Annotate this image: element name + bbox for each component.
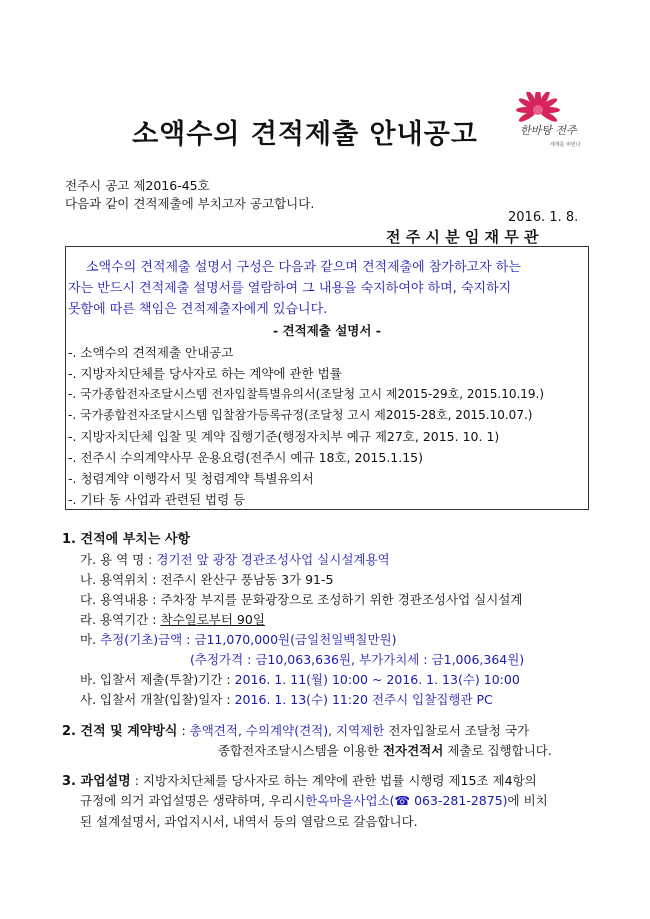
section3-line1-text: : 지방자치단체를 당사자로 하는 계약에 관한 법률 시행령 제15조 제4항의	[134, 773, 537, 788]
item-a-label: 가. 용 역 명 :	[80, 552, 153, 567]
notice-number: 전주시 공고 제2016-45호	[65, 178, 210, 193]
section3-line2-pre: 규정에 의거 과업설명은 생략하며, 우리시	[80, 793, 306, 808]
section3-line3: 된 설계설명서, 과업지시서, 내역서 등의 열람으로 갈음합니다.	[80, 814, 418, 829]
item-e	[80, 630, 396, 648]
box-item: -. 국가종합전자조달시스템 전자입찰특별유의서(조달청 고시 제2015-29호, 2015.10.19.)	[68, 387, 545, 401]
page-title: 소액수의 견적제출 안내공고	[132, 119, 478, 150]
item-e-label: 마.	[80, 632, 97, 647]
intro-text: 다음과 같이 견적제출에 부치고자 공고합니다.	[65, 196, 315, 211]
section2-method: 총액견적, 수의계약(견적), 지역제한	[189, 723, 385, 738]
item-g-label: 사. 입찰서 개찰(입찰)일자 :	[80, 692, 231, 707]
section2-line2-post: 제출로 집행합니다.	[447, 743, 552, 758]
box-item: -. 지방자치단체 입찰 및 계약 집행기준(행정자치부 예규 제27호, 2015. 10. 1)	[68, 429, 500, 444]
section2-rest1: 전자입찰로서 조달청 국가	[388, 723, 530, 738]
logo-script: 한바탕 전주	[520, 124, 577, 137]
item-e-value: 추정(기초)금액 : 금11,070,000원(금일천일백칠만원)	[100, 632, 397, 647]
item-f-label: 바. 입찰서 제출(투찰)기간 :	[80, 672, 231, 687]
flower-icon	[516, 92, 560, 124]
item-d	[80, 610, 265, 628]
item-d-label: 라. 용역기간 :	[80, 612, 157, 627]
section1-title: 1. 견적에 부치는 사항	[62, 532, 191, 547]
issuer: 전 주 시 분 임 재 무 관	[386, 228, 539, 246]
item-a	[80, 550, 390, 568]
item-b: 나. 용역위치 : 전주시 완산구 풍남동 3가 91-5	[80, 572, 334, 587]
section3-line2	[80, 791, 548, 809]
logo-subtext: 세계를 비빈다	[550, 142, 581, 148]
section2-title: 2. 견적 및 계약방식	[62, 724, 178, 739]
box-intro-line: 소액수의 견적제출 설명서 구성은 다음과 같으며 견적제출에 참가하고자 하는	[86, 260, 521, 275]
item-g-value: 2016. 1. 13(수) 11:20 전주시 입찰집행관 PC	[234, 692, 493, 707]
item-d-value: 착수일로부터 90일	[160, 612, 265, 627]
box-item: -. 소액수의 견적제출 안내공고	[68, 345, 234, 360]
box-intro-line: 자는 반드시 견적제출 설명서를 열람하여 그 내용을 숙지하여야 하며, 숙지하지	[68, 281, 512, 296]
item-c: 다. 용역내용 : 주차장 부지를 문화광장으로 조성하기 위한 경관조성사업 실시설계	[80, 592, 523, 607]
city-logo	[506, 92, 596, 150]
box-item: -. 국가종합전자조달시스템 입찰참가등록규정(조달청 고시 제2015-28호, 2015.10.07.)	[68, 408, 533, 422]
section3-title: 3. 과업설명	[62, 774, 131, 789]
box-intro-line: 못함에 따른 책임은 견적제출자에게 있습니다.	[68, 302, 328, 317]
item-f	[80, 670, 520, 688]
item-a-value: 경기전 앞 광장 경관조성사업 실시설계용역	[156, 552, 390, 567]
section2-colon: :	[181, 723, 186, 738]
section2-line2-pre: 종합전자조달시스템을 이용한	[218, 743, 379, 758]
item-f-value: 2016. 1. 11(월) 10:00 ~ 2016. 1. 13(수) 10:00	[234, 672, 520, 687]
box-item: -. 기타 동 사업과 관련된 법령 등	[68, 492, 246, 507]
box-heading: - 견적제출 설명서 -	[273, 323, 381, 338]
item-g	[80, 690, 493, 708]
box-item: -. 전주시 수의계약사무 운용요령(전주시 예규 18호, 2015.1.15)	[68, 450, 423, 465]
item-e-sub: (추정가격 : 금10,063,636원, 부가가치세 : 금1,006,364원)	[190, 652, 525, 667]
section3-contact: 한옥마을사업소(☎ 063-281-2875)	[305, 793, 508, 808]
notice-date: 2016. 1. 8.	[508, 210, 579, 225]
section3-line1	[62, 770, 537, 789]
section2-line2-bold: 전자견적서	[382, 743, 444, 758]
box-item: -. 청렴계약 이행각서 및 청렴계약 특별유의서	[68, 471, 314, 486]
notice-box	[65, 246, 589, 510]
section2-line2	[218, 741, 552, 759]
section2-line1	[62, 720, 529, 739]
box-item: -. 지방자치단체를 당사자로 하는 계약에 관한 법률	[68, 366, 342, 381]
section3-line2-post: 에 비치	[507, 793, 548, 808]
